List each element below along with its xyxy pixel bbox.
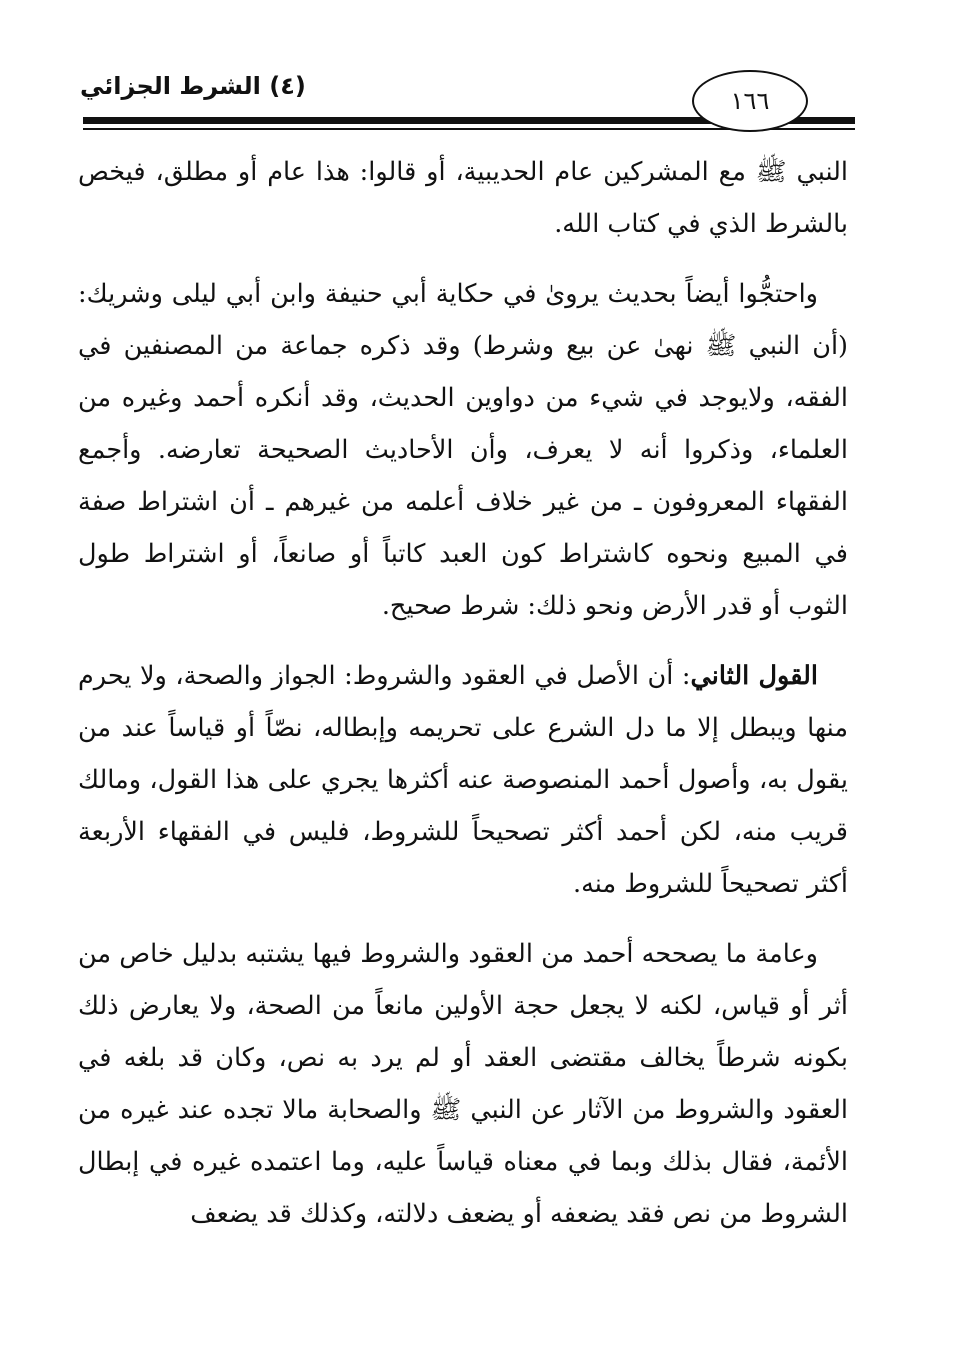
paragraph-second-opinion — [78, 650, 848, 910]
page-number-oval — [692, 70, 808, 132]
paragraph-evidence: واحتجُّوا أيضاً بحديث يروىٰ في حكاية أبي حنيفة وابن أبي ليلى وشريك: (أن النبي ﷺ نهىٰ عن بيع وشرط) وقد ذكره جماعة من المصنفين في الفقه، ولايوجد في شيء من دواوين الحديث، وقد أنكره أحمد وغيره من العلماء، وذكروا أنه لا يعرف، وأن الأحاديث الصحيحة تعارضه. وأجمع الفقهاء المعروفون ـ من غير خلاف أعلمه من غيرهم ـ أن اشتراط صفة في المبيع ونحوه كاشتراط كون العبد كاتباً أو صانعاً، أو اشتراط طول الثوب أو قدر الأرض ونحو ذلك: شرط صحيح. — [78, 279, 848, 621]
paragraph-continuation: النبي ﷺ مع المشركين عام الحديبية، أو قالوا: هذا عام أو مطلق، فيخص بالشرط الذي في كتاب الله. — [78, 157, 848, 239]
text-body — [78, 146, 848, 1240]
paragraph-ahmad-practice: وعامة ما يصححه أحمد من العقود والشروط فيها يشتبه بدليل خاص من أثر أو قياس، لكنه لا يجعل حجة الأولين مانعاً من الصحة، ولا يعارض ذلك بكونه شرطاً يخالف مقتضى العقد أو لم يرد به نص، وكان قد بلغه في العقود والشروط من الآثار عن النبي ﷺ والصحابة مالا تجده عند غيره من الأئمة، فقال بذلك وبما في معناه قياساً عليه، وما اعتمده غيره في إبطال الشروط من نص فقد يضعفه أو يضعف دلالته، وكذلك قد يضعف — [78, 939, 848, 1229]
running-title: (٤) الشرط الجزائي — [80, 72, 306, 100]
page-number: ١٦٦ — [730, 87, 770, 115]
second-opinion-heading: القول الثاني — [690, 661, 818, 691]
page-header — [70, 60, 855, 136]
second-opinion-text: : أن الأصل في العقود والشروط: الجواز والصحة، ولا يحرم منها ويبطل إلا ما دل الشرع على تحريمه وإبطاله، نصّاً أو قياساً عند من يقول به، وأصول أحمد المنصوصة عنه أكثرها يجري على هذا القول، ومالك قريب منه، لكن أحمد أكثر تصحيحاً للشروط، فليس في الفقهاء الأربعة أكثر تصحيحاً للشروط منه. — [78, 661, 848, 899]
